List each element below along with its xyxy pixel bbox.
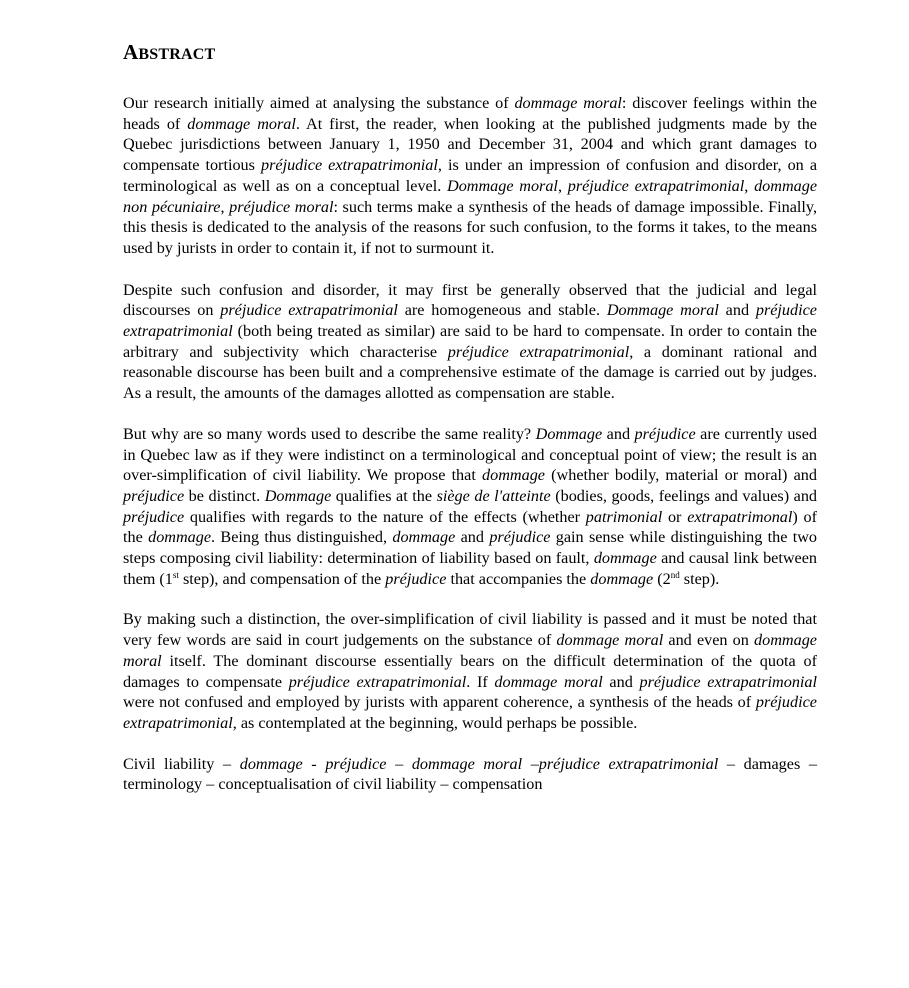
text-run: Civil liability – bbox=[123, 754, 240, 773]
italic-term: Dommage bbox=[535, 424, 603, 443]
text-run: and bbox=[602, 424, 635, 443]
italic-term: dommage bbox=[590, 569, 654, 588]
abstract-heading bbox=[123, 40, 817, 67]
italic-term: préjudice extrapatrimonial bbox=[447, 342, 630, 361]
italic-term: patrimonial bbox=[585, 507, 663, 526]
text-run: and bbox=[602, 672, 640, 691]
text-run: and bbox=[718, 301, 756, 320]
heading-initial: A bbox=[123, 40, 139, 64]
italic-term: dommage - préjudice – dommage moral –préjudice extrapatrimonial bbox=[239, 754, 719, 773]
text-run: (whether bodily, material or moral) and bbox=[544, 466, 817, 485]
text-run: . Being thus distinguished, bbox=[211, 528, 393, 547]
text-run: qualifies with regards to the nature of the effects (whether bbox=[184, 507, 586, 526]
italic-term: préjudice bbox=[123, 507, 185, 526]
text-run: and bbox=[455, 528, 490, 547]
text-run: : discover feelings within the heads of bbox=[123, 94, 817, 133]
text-run: step), and compensation of the bbox=[178, 569, 386, 588]
italic-term: Dommage moral bbox=[606, 301, 719, 320]
text-run: But why are so many words used to describe the same reality? bbox=[123, 424, 536, 443]
text-run: gain sense while distinguishing the two steps composing civil liability: determination of liability based on fault, bbox=[123, 528, 817, 568]
italic-term: préjudice extrapatrimonial bbox=[123, 301, 817, 341]
italic-term: préjudice bbox=[385, 569, 447, 588]
abstract-page bbox=[123, 40, 817, 795]
italic-term: préjudice bbox=[634, 424, 696, 443]
text-run: and causal link between them (1 bbox=[123, 549, 817, 588]
italic-term: dommage moral bbox=[123, 631, 817, 670]
italic-term: préjudice bbox=[489, 528, 551, 547]
italic-term: siège de l'atteinte bbox=[436, 486, 551, 505]
abstract-paragraph-conclusion bbox=[123, 609, 817, 733]
keywords-line bbox=[123, 754, 817, 795]
ordinal-suffix: nd bbox=[670, 569, 680, 580]
text-run: : such terms make a synthesis of the heads of damage impossible. Finally, this thesis is dedicated to the analysis of the reasons for such confusion, to the forms it takes, to the means used by jurists in order to contain it, if not to surmount it. bbox=[123, 197, 818, 257]
italic-term: dommage bbox=[392, 528, 456, 547]
text-run: that accompanies the bbox=[446, 569, 591, 588]
ordinal-suffix: st bbox=[172, 569, 179, 580]
text-run: were not confused and employed by jurists with apparent coherence, a synthesis of the heads of bbox=[123, 693, 756, 712]
italic-term: préjudice moral bbox=[229, 197, 334, 216]
text-run: be distinct. bbox=[184, 486, 265, 505]
text-run: step). bbox=[679, 569, 720, 588]
italic-term: dommage moral bbox=[494, 672, 603, 691]
italic-term: dommage bbox=[482, 466, 545, 485]
italic-term: dommage bbox=[148, 528, 212, 547]
italic-term: Dommage bbox=[264, 486, 332, 505]
text-run: are currently used in Quebec law as if they were indistinct on a terminological and conceptual point of view; the result is an over-simplification of civil liability. We propose that bbox=[123, 424, 818, 485]
text-run: Our research initially aimed at analysing the substance of bbox=[123, 94, 515, 112]
text-run: (bodies, goods, feelings and values) and bbox=[550, 486, 818, 505]
text-run: Despite such confusion and disorder, it may first be generally observed that the judicial and legal discourses on bbox=[123, 280, 817, 320]
text-run: (both being treated as similar) are said to be hard to compensate. In order to contain the arbitrary and subjectivity which characterise bbox=[123, 322, 817, 361]
text-run: By making such a distinction, the over-simplification of civil liability is passed and it must be noted that very few words are said in court judgements on the substance of bbox=[123, 610, 817, 650]
text-run: or bbox=[662, 507, 688, 526]
text-run: are homogeneous and stable. bbox=[397, 301, 607, 320]
italic-term: dommage moral bbox=[514, 94, 622, 112]
text-run: , bbox=[744, 176, 755, 195]
text-run: . If bbox=[466, 672, 495, 691]
italic-term: préjudice bbox=[123, 486, 185, 505]
italic-term: dommage bbox=[593, 549, 657, 568]
italic-term: préjudice extrapatrimonial bbox=[288, 672, 467, 691]
text-run: qualifies at the bbox=[331, 486, 437, 505]
italic-term: dommage moral bbox=[556, 631, 664, 650]
italic-term: Dommage moral bbox=[447, 176, 558, 195]
text-run: . At first, the reader, when looking at the published judgments made by the Quebec jurisdictions between January 1, 1950 and December 31, 2004 and which grant damages to compensate tortious bbox=[123, 114, 817, 175]
abstract-paragraph-dommage-prejudice-distinction bbox=[123, 424, 817, 590]
italic-term: préjudice extrapatrimonial bbox=[567, 176, 745, 195]
italic-term: extrapatrimonal bbox=[687, 507, 793, 526]
text-run: ) of the bbox=[123, 507, 818, 547]
italic-term: dommage non pécuniaire bbox=[123, 176, 818, 216]
italic-term: dommage moral bbox=[187, 114, 296, 133]
text-run: , bbox=[220, 197, 230, 216]
heading-rest: BSTRACT bbox=[138, 46, 216, 63]
italic-term: préjudice extrapatrimonial bbox=[639, 672, 818, 691]
text-run: and even on bbox=[663, 631, 755, 650]
abstract-paragraph-homogeneous-discourse bbox=[123, 280, 817, 404]
text-run: , a dominant rational and reasonable discourse has been built and a comprehensive estimate of the damage is carried out by judges. As a result, the amounts of the damages allotted as compensation are stable. bbox=[123, 342, 818, 403]
text-run: , is under an impression of confusion and disorder, on a terminological as well as on a conceptual level. bbox=[123, 156, 818, 195]
abstract-paragraph-research-aim bbox=[123, 93, 817, 259]
italic-term: préjudice extrapatrimonial bbox=[220, 301, 398, 320]
text-run: (2 bbox=[653, 569, 671, 588]
text-run: , bbox=[557, 176, 568, 195]
italic-term: préjudice extrapatrimonial bbox=[261, 156, 438, 175]
italic-term: préjudice extrapatrimonial bbox=[123, 693, 817, 732]
text-run: itself. The dominant discourse essentially bears on the difficult determination of the quota of damages to compensate bbox=[123, 651, 817, 691]
text-run: – damages – terminology – conceptualisation of civil liability – compensation bbox=[123, 754, 817, 794]
text-run: , as contemplated at the beginning, would perhaps be possible. bbox=[232, 713, 638, 732]
